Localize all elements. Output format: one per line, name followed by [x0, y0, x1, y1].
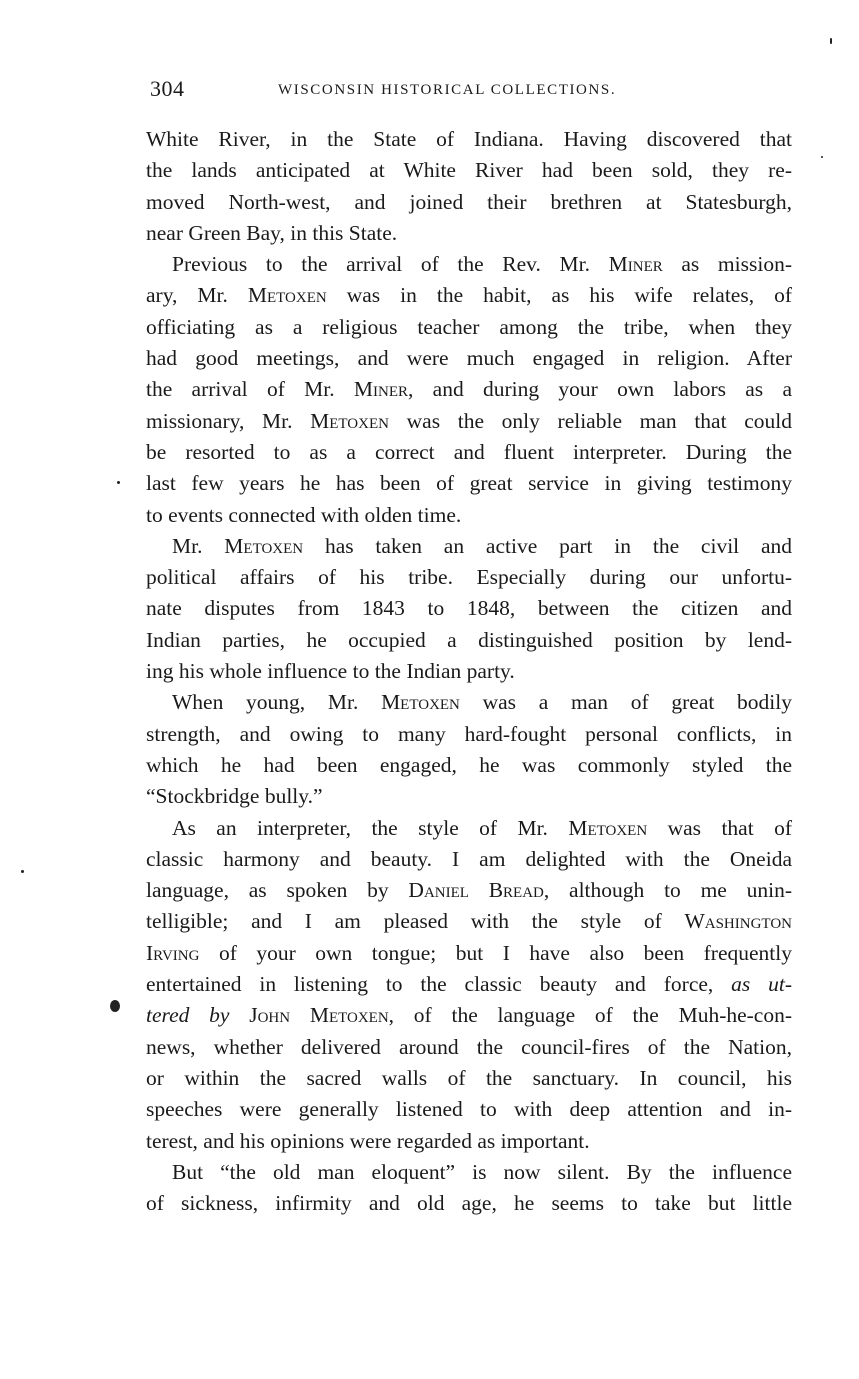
text-run: Indian parties, he occupied a distinguished position by lend-: [146, 627, 792, 652]
text-line: [146, 155, 792, 186]
scan-speck: [21, 870, 24, 873]
text-line: [146, 280, 792, 311]
text-line: [146, 687, 792, 718]
scan-speck: [821, 156, 823, 158]
italic-text: tered by: [146, 1003, 230, 1028]
text-line: [146, 1032, 792, 1063]
text-line: [146, 437, 792, 468]
text-line: [146, 781, 792, 812]
text-line: [146, 1188, 792, 1219]
text-run: White River, in the State of Indiana. Having discovered that: [146, 127, 792, 151]
text-run: speeches were generally listened to with deep attention and in-: [146, 1097, 792, 1122]
text-line: [146, 468, 792, 499]
name-small-caps: Metoxen: [247, 283, 327, 308]
text-run: classic harmony and beauty. I am delighted with the Oneida: [146, 846, 792, 871]
name-small-caps: Metoxen: [381, 690, 460, 715]
text-run: Previous to the arrival of the Rev. Mr.: [172, 252, 609, 277]
text-line: [146, 312, 792, 343]
text-run: of your own tongue; but I have also been frequently: [199, 940, 792, 965]
name-small-caps: Irving: [146, 940, 200, 965]
running-title: WISCONSIN HISTORICAL COLLECTIONS.: [278, 82, 617, 98]
text-run: officiating as a religious teacher among the tribe, when they: [146, 314, 792, 339]
text-line: [146, 1063, 792, 1094]
text-line: [146, 625, 792, 656]
text-line: [146, 656, 792, 687]
text-line: [146, 813, 792, 844]
text-line: [146, 1126, 792, 1157]
text-line: [146, 500, 792, 531]
text-run: strength, and owing to many hard-fought personal conflicts, in: [146, 721, 792, 746]
name-small-caps: Washington: [684, 909, 792, 934]
text-run: moved North-west, and joined their brethren at Statesburgh,: [146, 189, 792, 214]
name-small-caps: Metoxen: [224, 533, 304, 558]
name-small-caps: Metoxen: [568, 815, 648, 840]
text-run: As an interpreter, the style of Mr.: [172, 815, 569, 840]
text-line: [146, 218, 792, 249]
text-line: [146, 343, 792, 374]
text-line: [146, 562, 792, 593]
text-run: “Stockbridge bully.”: [146, 784, 323, 809]
text-run: near Green Bay, in this State.: [146, 220, 398, 245]
text-line: [146, 593, 792, 624]
text-line: [146, 719, 792, 750]
text-run: which he had been engaged, he was commonly styled the: [146, 752, 792, 777]
text-run: When young, Mr.: [172, 690, 382, 715]
text-run: the arrival of Mr.: [146, 377, 354, 402]
text-run: was the only reliable man that could: [388, 408, 792, 433]
text-line: [146, 906, 792, 937]
text-run: last few years he has been of great service in giving testimony: [146, 471, 792, 496]
text-line: [146, 374, 792, 405]
text-run: political affairs of his tribe. Especially during our unfortu-: [146, 565, 792, 590]
name-small-caps: Miner: [608, 252, 663, 277]
scan-speck: [117, 481, 120, 484]
name-small-caps: Daniel Bread: [408, 878, 544, 903]
text-run: was in the habit, as his wife relates, of: [326, 283, 792, 308]
text-run: ary, Mr.: [146, 283, 248, 308]
text-run: be resorted to as a correct and fluent interpreter. During the: [146, 439, 792, 464]
scan-speck: [830, 38, 832, 44]
running-head: [150, 76, 790, 106]
text-line: [146, 938, 792, 969]
scan-speck: [110, 1000, 120, 1012]
page-number: 304: [150, 76, 185, 101]
text-run: of sickness, infirmity and old age, he seems to take but little: [146, 1191, 792, 1216]
text-line: [146, 969, 792, 1000]
text-line: [146, 844, 792, 875]
text-run: nate disputes from 1843 to 1848, between the citizen and: [146, 596, 792, 621]
italic-text: as ut-: [731, 972, 792, 997]
text-run: entertained in listening to the classic beauty and force,: [146, 972, 732, 997]
text-run: Mr.: [172, 533, 225, 558]
text-run: telligible; and I am pleased with the style of: [146, 909, 685, 934]
text-run: ing his whole influence to the Indian party.: [146, 659, 515, 684]
text-run: was a man of great bodily: [459, 690, 792, 715]
text-line: [146, 406, 792, 437]
text-run: was that of: [647, 815, 792, 840]
text-run: has taken an active part in the civil and: [303, 533, 793, 558]
text-run: terest, and his opinions were regarded as important.: [146, 1128, 590, 1153]
text-line: [146, 531, 792, 562]
body-text: [146, 124, 792, 1219]
text-run: or within the sacred walls of the sanctuary. In council, his: [146, 1065, 792, 1090]
text-run: to events connected with olden time.: [146, 502, 462, 527]
text-run: had good meetings, and were much engaged in religion. After: [146, 346, 792, 371]
text-run: , and during your own labors as a: [408, 377, 792, 402]
text-run: , although to me unin-: [543, 878, 792, 903]
text-line: [146, 875, 792, 906]
text-line: [146, 187, 792, 218]
text-run: missionary, Mr.: [146, 408, 311, 433]
text-run: the lands anticipated at White River had been sold, they re-: [146, 158, 792, 183]
text-run: news, whether delivered around the council-fires of the Nation,: [146, 1034, 792, 1059]
text-line: [146, 1000, 792, 1031]
text-line: [146, 1157, 792, 1188]
text-line: [146, 750, 792, 781]
name-small-caps: John Metoxen: [229, 1003, 389, 1028]
text-line: [146, 124, 792, 155]
text-run: language, as spoken by: [146, 878, 409, 903]
text-run: as mission-: [662, 252, 792, 277]
name-small-caps: Miner: [353, 377, 409, 402]
name-small-caps: Metoxen: [310, 408, 389, 433]
text-line: [146, 249, 792, 280]
text-run: But “the old man eloquent” is now silent. By the influence: [172, 1159, 792, 1184]
text-run: , of the language of the Muh-he-con-: [388, 1003, 793, 1028]
text-line: [146, 1094, 792, 1125]
